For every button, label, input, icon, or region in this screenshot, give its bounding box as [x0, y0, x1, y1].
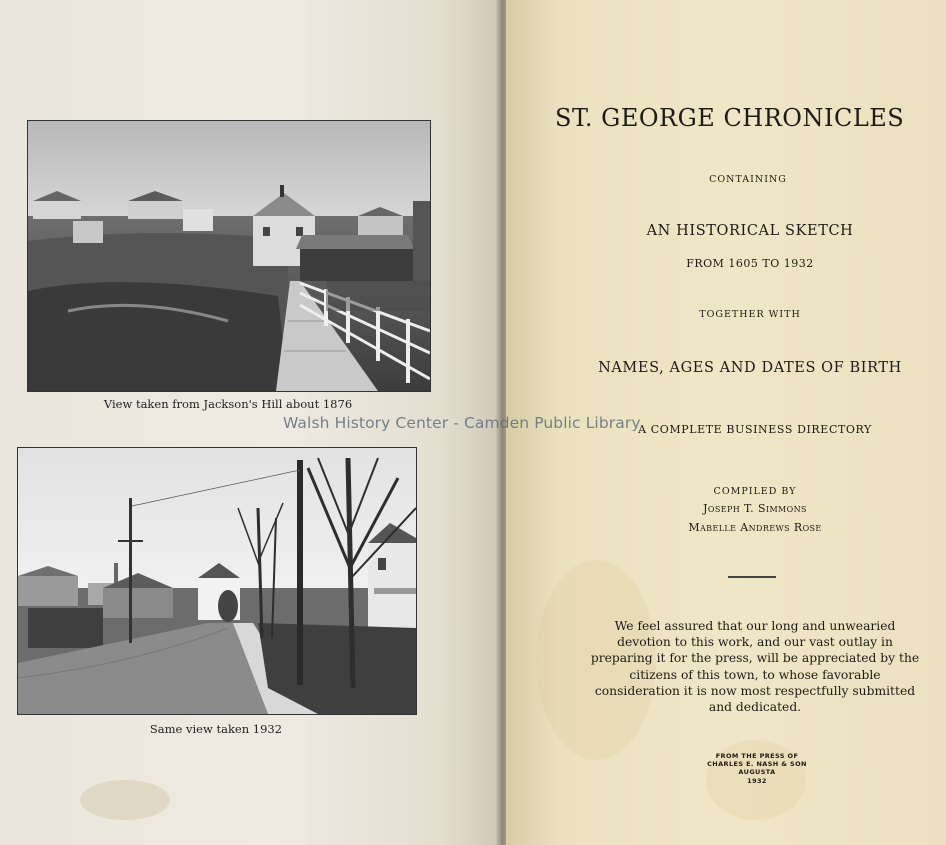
imprint-line-4: 1932 [747, 777, 767, 785]
names-ages-heading: NAMES, AGES AND DATES OF BIRTH [598, 360, 902, 376]
compiler-rose: Mabelle Andrews Rose [688, 521, 822, 534]
library-watermark: Walsh History Center - Camden Public Library [283, 414, 641, 432]
photo-1876-caption: View taken from Jackson's Hill about 1876 [103, 397, 353, 411]
together-with-label: TOGETHER WITH [699, 309, 801, 320]
compiler-simmons: Joseph T. Simmons [703, 502, 807, 515]
dedication-paragraph: We feel assured that our long and unwearied devotion to this work, and our vast outlay in preparing it for the press, will be appreciated by the citizens of this town, to whose favorable consideration it is now most respectfully submitted and dedicated. [590, 619, 920, 715]
imprint-line-3: AUGUSTA [738, 768, 776, 776]
photo-1932-caption: Same view taken 1932 [149, 722, 283, 736]
business-directory-heading: A COMPLETE BUSINESS DIRECTORY [638, 423, 872, 436]
year-range: FROM 1605 TO 1932 [686, 257, 814, 270]
imprint-line-2: CHARLES E. NASH & SON [707, 760, 807, 768]
photo-1932 [17, 447, 417, 715]
photo-1876 [27, 120, 431, 392]
containing-label: CONTAINING [709, 174, 787, 185]
imprint-line-1: FROM THE PRESS OF [715, 752, 799, 760]
divider-rule [728, 576, 776, 578]
historical-sketch-heading: AN HISTORICAL SKETCH [646, 223, 854, 239]
book-title: ST. GEORGE CHRONICLES [555, 104, 905, 132]
compiled-by-label: COMPILED BY [713, 486, 797, 497]
